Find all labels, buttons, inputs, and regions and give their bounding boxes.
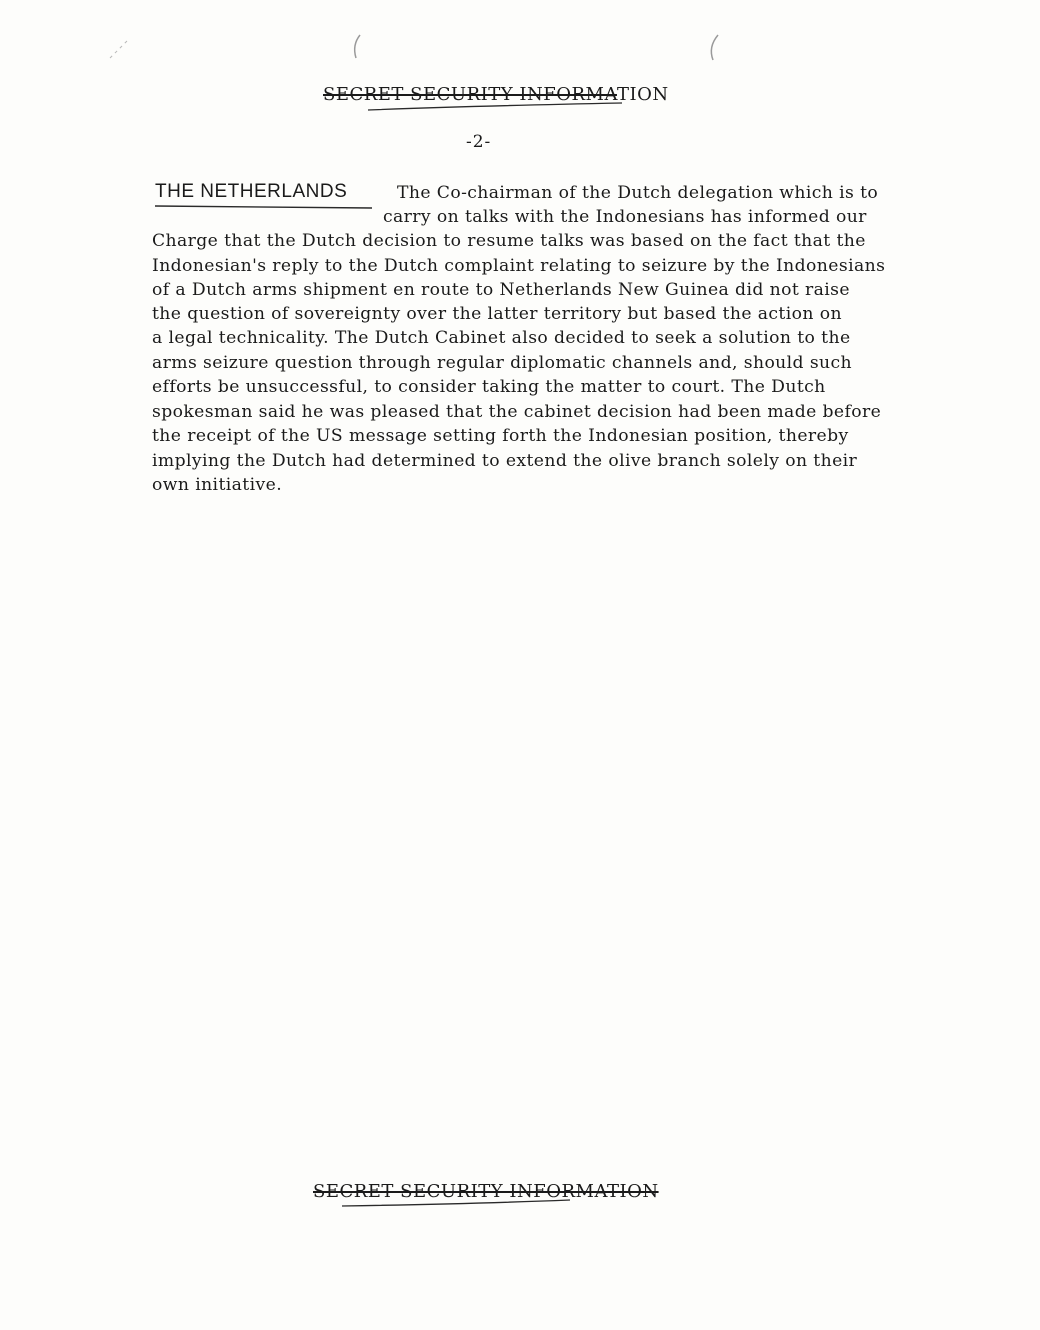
classification-header: [323, 84, 669, 105]
body-line: a legal technicality. The Dutch Cabinet also decided to seek a solution to the: [152, 328, 851, 348]
body-line: implying the Dutch had determined to extend the olive branch solely on their: [152, 451, 858, 471]
classification-footer: [313, 1181, 659, 1202]
body-line: efforts be unsuccessful, to consider taking the matter to court. The Dutch: [152, 377, 826, 397]
binder-hole-mark-left: [355, 35, 360, 58]
binder-hole-mark-right: [711, 35, 718, 60]
struck-footer-classification-text: SECRET SECURITY INFORMATION: [313, 1181, 659, 1202]
scan-speck: [110, 40, 128, 58]
body-line: Indonesian's reply to the Dutch complaint relating to seizure by the Indonesians: [152, 256, 886, 276]
body-line: The Co-chairman of the Dutch delegation which is to: [397, 183, 879, 203]
body-line: spokesman said he was pleased that the cabinet decision had been made before: [152, 402, 882, 422]
body-line: the question of sovereignty over the latter territory but based the action on: [152, 304, 842, 324]
classification-tail-text: TION: [616, 84, 669, 105]
heading-underline: [155, 206, 372, 208]
page-number: -2-: [466, 132, 492, 152]
body-line: the receipt of the US message setting forth the Indonesian position, thereby: [152, 426, 849, 446]
struck-classification-text: SECRET SECURITY INFORMA: [323, 84, 617, 105]
body-line: carry on talks with the Indonesians has informed our: [383, 207, 867, 227]
body-line: Charge that the Dutch decision to resume talks was based on the fact that the: [152, 231, 866, 251]
body-line: own initiative.: [152, 475, 283, 495]
section-heading: THE NETHERLANDS: [155, 181, 348, 202]
body-line: of a Dutch arms shipment en route to Netherlands New Guinea did not raise: [152, 280, 850, 300]
body-line: arms seizure question through regular diplomatic channels and, should such: [152, 353, 853, 373]
